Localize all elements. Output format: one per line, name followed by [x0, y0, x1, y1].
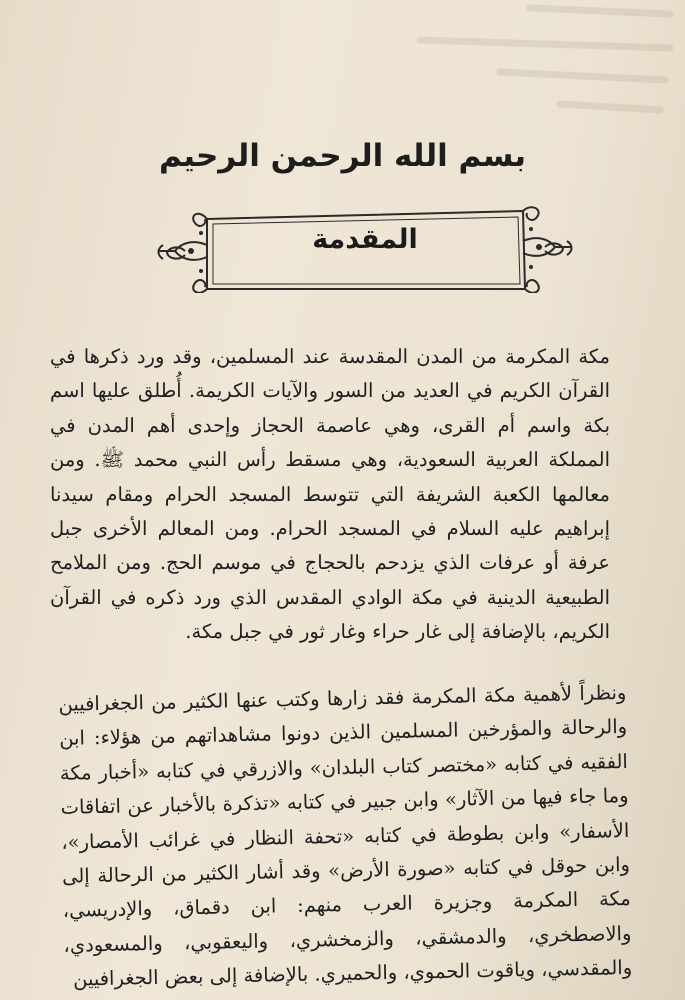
- bleed-through-texture: [300, 0, 680, 130]
- bleed-through-lines: [300, 0, 680, 130]
- intro-paragraph-2: ونظراً لأهمية مكة المكرمة فقد زارها وكتب عنها الكثير من الجغرافيين والرحالة والمؤرخين المسلمين الذين دونوا مشاهداتهم من هؤلاء: ابن الفقيه في كتابه «مختصر كتاب البلدان» والازرقي في كتابه «أخبار مكة وما جاء فيها من الآثار» وابن جبير في كتابه «تذكرة بالأخبار عن اتفاقات الأسفار» وابن بطوطة في كتابه «تحفة النظار في غرائب الأمصار»، وابن حوقل في كتابه «صورة الأرض» وقد أشار الكثير من الرحالة إلى مكة المكرمة وجزيرة العرب منهم: ابن دقماق، والإدريسي، والاصطخري، والدمشقي، والزمخشري، واليعقوبي، والمسعودي، والمقدسي، وياقوت الحموي، والحميري. بالإضافة إلى بعض الجغرافيين: [58, 680, 633, 991]
- intro-paragraph-1: مكة المكرمة من المدن المقدسة عند المسلمين، وقد ورد ذكرها في القرآن الكريم في العديد من السور والآيات الكريمة. أُطلق عليها اسم بكة واسم أم القرى، وهي عاصمة الحجاز وإحدى أهم المدن في المملكة العربية السعودية، وهي مسقط رأس النبي محمد ﷺ. ومن معالمها الكعبة الشريفة التي تتوسط المسجد الحرام ومقام سيدنا إبراهيم عليه السلام في المسجد الحرام. ومن المعالم الأخرى جبل عرفة أو عرفات الذي يزدحم بالحجاج في موسم الحج. ومن الملامح الطبيعية الدينية في مكة الوادي المقدس الذي ورد ذكره في القرآن الكريم، بالإضافة إلى غار حراء وغار ثور في جبل مكة.: [50, 345, 610, 644]
- basmala-title: بسم الله الرحمن الرحيم: [158, 138, 527, 174]
- section-heading: المقدمة: [312, 224, 418, 255]
